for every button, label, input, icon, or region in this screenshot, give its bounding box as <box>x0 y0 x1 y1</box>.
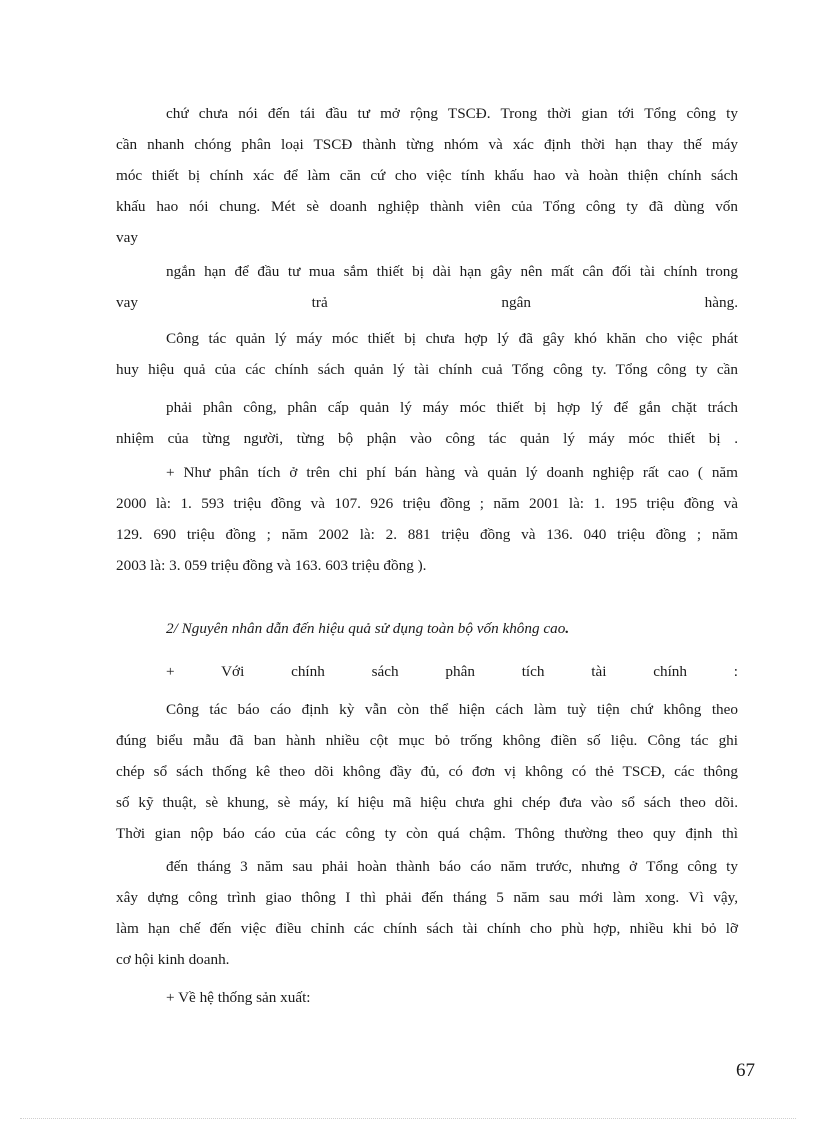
heading-text: 2/ Nguyên nhân dẫn đến hiệu quả sử dụng toàn bộ vốn không cao <box>166 620 566 637</box>
text-line: 129. 690 triệu đồng ; năm 2002 là: 2. 881 triệu đồng và 136. 040 triệu đồng ; năm <box>116 526 738 543</box>
paragraph-reporting <box>116 694 738 849</box>
text-line: móc thiết bị chính xác để làm căn cứ cho việc tính khấu hao và hoàn thiện chính sách <box>116 167 738 184</box>
text-line: + Về hệ thống sản xuất: <box>166 989 311 1006</box>
text-line: làm hạn chế đến việc điều chỉnh các chính sách tài chính cho phù hợp, nhiều khi bỏ lỡ <box>116 920 738 937</box>
text-line: huy hiệu quả của các chính sách quản lý tài chính cuả Tổng công ty. Tổng công ty cần <box>116 361 738 378</box>
text-line: xây dựng công trình giao thông I thì phải đến tháng 5 năm sau mới làm xong. Vì vậy, <box>116 889 738 906</box>
paragraph-equipment-management <box>116 323 738 385</box>
paragraph-deadlines <box>116 851 738 975</box>
page-number: 67 <box>736 1060 755 1081</box>
footer-divider <box>20 1118 796 1119</box>
text-line: phải phân công, phân cấp quản lý máy móc thiết bị hợp lý để gắn chặt trách <box>166 399 738 416</box>
text-line: vay trả ngân hàng. <box>116 294 738 311</box>
text-line: ngắn hạn để đầu tư mua sắm thiết bị dài hạn gây nên mất cân đối tài chính trong <box>166 263 738 280</box>
text-line: 2003 là: 3. 059 triệu đồng và 163. 603 triệu đồng ). <box>116 557 427 574</box>
text-line: nhiệm của từng người, từng bộ phận vào công tác quản lý máy móc thiết bị . <box>116 430 738 447</box>
text-line: cơ hội kinh doanh. <box>116 951 230 968</box>
text-line: + Như phân tích ở trên chi phí bán hàng và quản lý doanh nghiệp rất cao ( năm <box>166 464 738 481</box>
text-line: vay <box>116 229 138 246</box>
section-heading <box>166 620 569 638</box>
paragraph-assignment <box>116 392 738 454</box>
text-line: Thời gian nộp báo cáo của các công ty còn quá chậm. Thông thường theo quy định thì <box>116 825 738 842</box>
paragraph-production-system <box>166 982 738 1013</box>
text-line: Công tác quản lý máy móc thiết bị chưa hợp lý đã gây khó khăn cho việc phát <box>166 330 738 347</box>
text-line: đúng biểu mẫu đã ban hành nhiều cột mục bỏ trống không điền số liệu. Công tác ghi <box>116 732 738 749</box>
paragraph-financial-policy <box>166 656 738 687</box>
text-line: chứ chưa nói đến tái đầu tư mở rộng TSCĐ. Trong thời gian tới Tổng công ty <box>166 105 738 122</box>
text-line: Công tác báo cáo định kỳ vẫn còn thể hiện cách làm tuỳ tiện chứ không theo <box>166 701 738 718</box>
text-line: + Với chính sách phân tích tài chính : <box>166 663 738 680</box>
text-line: cần nhanh chóng phân loại TSCĐ thành từng nhóm và xác định thời hạn thay thế máy <box>116 136 738 153</box>
text-line: 2000 là: 1. 593 triệu đồng và 107. 926 triệu đồng ; năm 2001 là: 1. 195 triệu đồng và <box>116 495 738 512</box>
text-line: khấu hao nói chung. Mét sè doanh nghiệp thành viên của Tổng công ty đã dùng vốn <box>116 198 738 215</box>
paragraph-costs <box>116 457 738 581</box>
text-line: chép sổ sách thống kê theo dõi không đầy đủ, có đơn vị không có thẻ TSCĐ, các thông <box>116 763 738 780</box>
text-line: đến tháng 3 năm sau phải hoàn thành báo cáo năm trước, nhưng ở Tổng công ty <box>166 858 738 875</box>
paragraph-tscd <box>116 98 738 253</box>
heading-period: . <box>565 620 570 637</box>
text-line: số kỹ thuật, sè khung, sè máy, kí hiệu mã hiệu chưa ghi chép đưa vào sổ sách theo dõi. <box>116 794 738 811</box>
paragraph-short-term-loans <box>116 256 738 318</box>
